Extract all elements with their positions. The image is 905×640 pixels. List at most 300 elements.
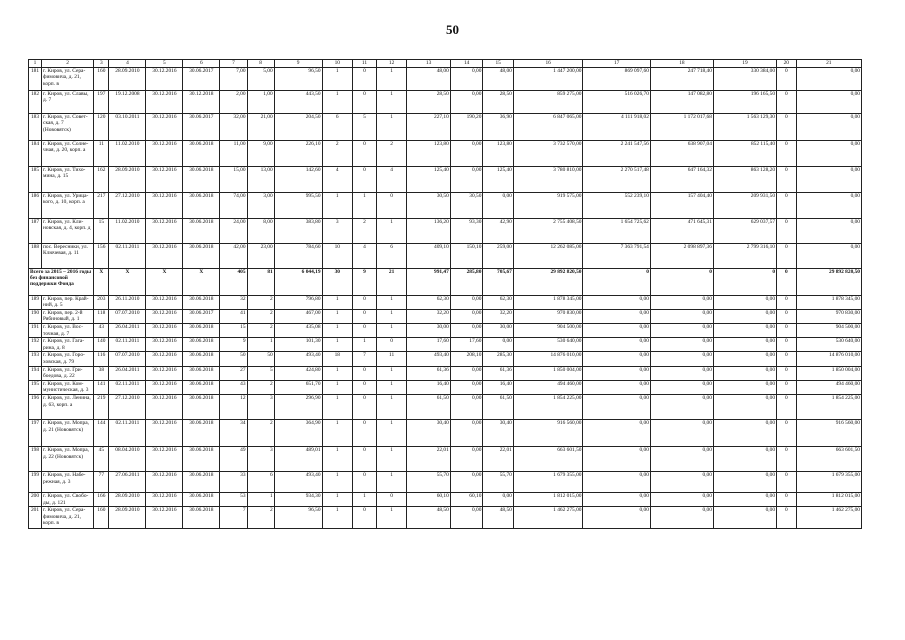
- table-cell: 30.06.2018: [183, 243, 220, 268]
- table-cell: 123,80: [483, 140, 513, 166]
- table-cell: 30.12.2016: [146, 218, 183, 243]
- table-cell: 02.11.2011: [109, 338, 146, 352]
- table-cell: 4 111 918,02: [583, 113, 650, 140]
- table-cell: 296,90: [274, 394, 322, 419]
- table-row: [29, 218, 862, 243]
- table-cell: 0,00: [450, 366, 483, 380]
- table-cell: 43: [220, 380, 247, 394]
- table-cell: 30.12.2016: [146, 166, 183, 192]
- table-cell: 0,00: [450, 166, 483, 192]
- table-cell: 0,00: [650, 338, 713, 352]
- table-cell: 26.11.2010: [109, 295, 146, 309]
- table-cell: г. Киров, ул. Совет-ская, д. 7 (Нововятск): [42, 113, 94, 140]
- table-cell: 61,50: [407, 394, 450, 419]
- table-cell: 405: [220, 268, 247, 295]
- table-cell: 651,70: [274, 380, 322, 394]
- table-cell: 424,80: [274, 366, 322, 380]
- table-cell: 156: [94, 243, 109, 268]
- table-cell: 0: [376, 492, 406, 506]
- table-cell: 2: [247, 309, 274, 323]
- table-cell: 1: [322, 394, 352, 419]
- table-cell: 17,60: [450, 338, 483, 352]
- table-cell: 916 560,00: [513, 419, 583, 446]
- table-cell: 30,40: [407, 419, 450, 446]
- table-cell: 5,00: [247, 67, 274, 90]
- table-cell: 1 878 345,00: [796, 295, 861, 309]
- table-cell: 32,20: [483, 309, 513, 323]
- table-cell: 8,00: [247, 218, 274, 243]
- table-cell: 3,00: [247, 192, 274, 218]
- table-cell: 1: [376, 90, 406, 113]
- table-cell: г. Киров, ул. Гри-боедова, д. 22: [42, 366, 94, 380]
- table-cell: 181: [29, 67, 42, 90]
- table-cell: 14 876 010,00: [513, 352, 583, 366]
- table-cell: 0,00: [450, 323, 483, 337]
- table-cell: 467,00: [274, 309, 322, 323]
- table-cell: 30.06.2018: [183, 366, 220, 380]
- table-cell: 0,00: [450, 380, 483, 394]
- table-cell: 629 037,57: [713, 218, 776, 243]
- table-cell: 1: [322, 419, 352, 446]
- table-cell: 0,00: [650, 419, 713, 446]
- table-cell: 191: [29, 323, 42, 337]
- table-cell: 0,00: [796, 90, 861, 113]
- table-cell: 217: [94, 192, 109, 218]
- table-row: [29, 323, 862, 337]
- table-cell: 1: [376, 113, 406, 140]
- table-cell: 0: [777, 338, 797, 352]
- table-cell: 0: [352, 323, 376, 337]
- table-cell: 1: [29, 60, 42, 68]
- table-cell: 1 563 129,30: [713, 113, 776, 140]
- table-cell: X: [146, 268, 183, 295]
- table-row: [29, 140, 862, 166]
- table-cell: 0,00: [483, 192, 513, 218]
- table-cell: 0,00: [583, 366, 650, 380]
- table-cell: 493,40: [274, 352, 322, 366]
- table-row: [29, 492, 862, 506]
- table-cell: 0,00: [650, 507, 713, 529]
- table-cell: X: [94, 268, 109, 295]
- table-cell: 30.12.2016: [146, 309, 183, 323]
- table-cell: 1: [322, 492, 352, 506]
- table-cell: 162: [94, 166, 109, 192]
- table-cell: 15: [483, 60, 513, 68]
- column-number-row: [29, 60, 862, 68]
- table-cell: г. Киров, ул. Сера-фимовича, д. 21, корп. в: [42, 67, 94, 90]
- table-cell: 30.06.2017: [183, 67, 220, 90]
- table-cell: 0: [777, 366, 797, 380]
- table-cell: 7: [220, 60, 247, 68]
- table-cell: 0,00: [796, 243, 861, 268]
- table-cell: 30.06.2018: [183, 446, 220, 471]
- table-cell: 17: [583, 60, 650, 68]
- table-cell: 07.07.2010: [109, 309, 146, 323]
- table-cell: 530 640,00: [513, 338, 583, 352]
- table-cell: 1: [322, 366, 352, 380]
- table-cell: 1 462 275,00: [796, 507, 861, 529]
- table-cell: 0,00: [450, 419, 483, 446]
- table-cell: 0,00: [450, 471, 483, 492]
- table-cell: 15: [94, 218, 109, 243]
- table-cell: 2: [247, 295, 274, 309]
- table-cell: 0: [352, 90, 376, 113]
- table-cell: 192: [29, 338, 42, 352]
- table-cell: 125,40: [483, 166, 513, 192]
- table-cell: 61,36: [407, 366, 450, 380]
- table-cell: 30.06.2018: [183, 140, 220, 166]
- table-cell: 16: [513, 60, 583, 68]
- table-cell: 1 679 355,00: [513, 471, 583, 492]
- table-cell: 1 850 004,00: [796, 366, 861, 380]
- table-cell: 21: [376, 268, 406, 295]
- table-cell: 1 854 225,00: [513, 394, 583, 419]
- table-cell: 0,00: [713, 446, 776, 471]
- table-cell: 1: [376, 323, 406, 337]
- table-cell: 28.09.2010: [109, 492, 146, 506]
- table-cell: 196 165,50: [713, 90, 776, 113]
- table-cell: 1: [376, 471, 406, 492]
- table-cell: 435,08: [274, 323, 322, 337]
- table-cell: 61,36: [483, 366, 513, 380]
- table-cell: 0: [777, 492, 797, 506]
- table-cell: 140: [94, 338, 109, 352]
- table-cell: 32,20: [407, 309, 450, 323]
- table-cell: 30.12.2016: [146, 140, 183, 166]
- table-cell: 0,00: [713, 295, 776, 309]
- table-cell: 1: [376, 295, 406, 309]
- table-cell: 33: [220, 471, 247, 492]
- table-cell: 208,10: [450, 352, 483, 366]
- table-cell: 443,50: [274, 90, 322, 113]
- table-cell: 30.06.2018: [183, 492, 220, 506]
- table-cell: 30.06.2018: [183, 380, 220, 394]
- table-cell: 219: [94, 394, 109, 419]
- table-cell: 2: [352, 218, 376, 243]
- table-cell: 38: [94, 366, 109, 380]
- table-cell: 30.06.2018: [183, 507, 220, 529]
- table-cell: 141: [94, 380, 109, 394]
- table-cell: г. Киров, ул. Мопра, д. 21 (Нововятск): [42, 419, 94, 446]
- table-cell: 919 575,00: [513, 192, 583, 218]
- table-cell: 2 755 408,50: [513, 218, 583, 243]
- table-cell: 934,30: [274, 492, 322, 506]
- table-cell: 0: [583, 268, 650, 295]
- table-cell: 0,00: [713, 394, 776, 419]
- table-cell: 0: [376, 192, 406, 218]
- table-cell: 28,50: [483, 90, 513, 113]
- table-cell: 30,50: [450, 192, 483, 218]
- table-cell: 0,00: [713, 419, 776, 446]
- table-cell: 62,30: [407, 295, 450, 309]
- table-cell: 8: [247, 60, 274, 68]
- table-cell: 7 363 791,54: [583, 243, 650, 268]
- table-cell: 147 082,80: [650, 90, 713, 113]
- table-row: [29, 90, 862, 113]
- table-cell: 96,50: [274, 507, 322, 529]
- table-cell: 157 404,40: [650, 192, 713, 218]
- table-cell: 3 780 810,00: [513, 166, 583, 192]
- table-cell: 123,80: [407, 140, 450, 166]
- table-cell: г. Киров, пер. 2-й Рябиновый, д. 1: [42, 309, 94, 323]
- table-cell: г. Киров, пер. Край-ний, д. 5: [42, 295, 94, 309]
- table-cell: 10: [322, 60, 352, 68]
- table-cell: 1: [322, 90, 352, 113]
- table-cell: 22,01: [407, 446, 450, 471]
- table-cell: 30.06.2018: [183, 218, 220, 243]
- table-cell: X: [109, 268, 146, 295]
- table-cell: 0,00: [713, 309, 776, 323]
- table-cell: 1,00: [247, 90, 274, 113]
- table-cell: 970 830,00: [513, 309, 583, 323]
- table-cell: 0: [650, 268, 713, 295]
- table-row: [29, 295, 862, 309]
- table-cell: 0,00: [713, 323, 776, 337]
- table-cell: 0: [713, 268, 776, 295]
- table-cell: 18: [650, 60, 713, 68]
- table-row: [29, 166, 862, 192]
- table-cell: 6: [376, 243, 406, 268]
- table-cell: 1 447 200,00: [513, 67, 583, 90]
- table-cell: 60,10: [407, 492, 450, 506]
- table-cell: 330 384,00: [713, 67, 776, 90]
- table-cell: 30.06.2017: [183, 309, 220, 323]
- table-cell: 0,00: [796, 67, 861, 90]
- table-cell: 1 654 725,62: [583, 218, 650, 243]
- table-cell: 0,00: [450, 90, 483, 113]
- table-row: [29, 352, 862, 366]
- table-row: [29, 338, 862, 352]
- table-cell: 4: [352, 243, 376, 268]
- table-cell: 1: [322, 67, 352, 90]
- table-cell: 0: [777, 192, 797, 218]
- table-cell: 247 718,40: [650, 67, 713, 90]
- table-cell: 30.12.2016: [146, 446, 183, 471]
- table-cell: 136,20: [407, 218, 450, 243]
- table-cell: 08.04.2010: [109, 446, 146, 471]
- table-cell: 0,00: [650, 446, 713, 471]
- table-cell: 118: [94, 309, 109, 323]
- table-cell: 5: [352, 113, 376, 140]
- table-cell: 27.06.2011: [109, 471, 146, 492]
- table-cell: 4: [376, 166, 406, 192]
- table-cell: 07.07.2010: [109, 352, 146, 366]
- table-cell: 30.12.2016: [146, 67, 183, 90]
- table-cell: 2: [247, 419, 274, 446]
- table-cell: 26.04.2011: [109, 366, 146, 380]
- table-cell: 0,00: [796, 166, 861, 192]
- table-cell: 0: [777, 471, 797, 492]
- table-cell: 0: [352, 471, 376, 492]
- table-cell: 530 640,00: [796, 338, 861, 352]
- table-cell: 1: [322, 309, 352, 323]
- table-cell: 0: [777, 67, 797, 90]
- table-cell: 0: [777, 218, 797, 243]
- table-cell: 285,30: [483, 352, 513, 366]
- table-cell: 30: [322, 268, 352, 295]
- table-cell: 30.12.2016: [146, 394, 183, 419]
- table-cell: 0,00: [713, 471, 776, 492]
- table-cell: 0: [777, 352, 797, 366]
- table-cell: 30.06.2018: [183, 394, 220, 419]
- table-cell: 198: [29, 446, 42, 471]
- table-cell: 0: [352, 295, 376, 309]
- table-cell: 190,20: [450, 113, 483, 140]
- table-cell: 0,00: [713, 366, 776, 380]
- table-cell: 30.12.2016: [146, 492, 183, 506]
- table-cell: 0: [376, 338, 406, 352]
- table-cell: 1: [247, 338, 274, 352]
- table-cell: 28.09.2010: [109, 507, 146, 529]
- table-cell: 45: [94, 446, 109, 471]
- table-cell: 188: [29, 243, 42, 268]
- table-cell: 03.10.2011: [109, 113, 146, 140]
- table-cell: 166: [94, 492, 109, 506]
- table-cell: 60,10: [450, 492, 483, 506]
- table-cell: 1: [322, 471, 352, 492]
- table-cell: 0,00: [650, 380, 713, 394]
- table-cell: 96,50: [274, 67, 322, 90]
- table-cell: 55,70: [483, 471, 513, 492]
- table-cell: 0,00: [650, 366, 713, 380]
- table-cell: 203: [94, 295, 109, 309]
- table-cell: 1 878 345,00: [513, 295, 583, 309]
- table-cell: 1: [376, 309, 406, 323]
- table-cell: 494 460,00: [796, 380, 861, 394]
- table-cell: 15,00: [220, 166, 247, 192]
- table-cell: 30,00: [483, 323, 513, 337]
- table-cell: 189: [29, 295, 42, 309]
- table-cell: 6: [183, 60, 220, 68]
- table-cell: 0,00: [796, 192, 861, 218]
- table-cell: г. Киров, ул. Кли-новская, д. 4, корп. д: [42, 218, 94, 243]
- table-cell: 0,00: [583, 309, 650, 323]
- table-cell: 0: [777, 394, 797, 419]
- table-row: [29, 67, 862, 90]
- table-cell: 182: [29, 90, 42, 113]
- table-cell: 30.06.2017: [183, 113, 220, 140]
- table-cell: 1 850 004,00: [513, 366, 583, 380]
- table-cell: 150,10: [450, 243, 483, 268]
- table-cell: 0,00: [450, 140, 483, 166]
- table-cell: 1: [376, 218, 406, 243]
- table-cell: 11: [352, 60, 376, 68]
- table-cell: 6: [322, 113, 352, 140]
- table-cell: 0,00: [450, 507, 483, 529]
- table-cell: 1: [376, 419, 406, 446]
- table-cell: 3 732 570,00: [513, 140, 583, 166]
- table-cell: 1 812 015,00: [796, 492, 861, 506]
- table-cell: 552 239,10: [583, 192, 650, 218]
- table-cell: 74,00: [220, 192, 247, 218]
- table-cell: 21,00: [247, 113, 274, 140]
- table-cell: 30.06.2018: [183, 323, 220, 337]
- table-cell: 991,47: [407, 268, 450, 295]
- table-cell: 2: [247, 380, 274, 394]
- table-cell: 0: [352, 166, 376, 192]
- table-cell: 2 270 517,48: [583, 166, 650, 192]
- table-cell: 2: [247, 323, 274, 337]
- table-cell: 193: [29, 352, 42, 366]
- table-cell: 11: [376, 352, 406, 366]
- table-row: [29, 113, 862, 140]
- table-row: [29, 380, 862, 394]
- table-cell: 30.12.2016: [146, 380, 183, 394]
- table-cell: 1: [352, 338, 376, 352]
- table-cell: 1: [376, 380, 406, 394]
- table-cell: 2: [42, 60, 94, 68]
- table-cell: 0,00: [796, 218, 861, 243]
- table-cell: 30.06.2018: [183, 352, 220, 366]
- table-cell: 199: [29, 471, 42, 492]
- table-cell: 1: [322, 295, 352, 309]
- table-cell: 0,00: [713, 492, 776, 506]
- table-cell: 61,50: [483, 394, 513, 419]
- table-cell: 30.06.2018: [183, 471, 220, 492]
- table-cell: 409,10: [407, 243, 450, 268]
- table-cell: 1: [376, 446, 406, 471]
- table-cell: 1: [352, 492, 376, 506]
- table-cell: 6: [247, 471, 274, 492]
- table-cell: 30,00: [407, 323, 450, 337]
- page-number: 50: [446, 22, 459, 37]
- table-cell: 638 907,04: [650, 140, 713, 166]
- table-cell: 0: [352, 419, 376, 446]
- table-cell: 647 164,32: [650, 166, 713, 192]
- table-cell: 183: [29, 113, 42, 140]
- table-cell: 02.11.2011: [109, 419, 146, 446]
- table-cell: 30.06.2018: [183, 419, 220, 446]
- table-cell: 0,00: [713, 352, 776, 366]
- table-cell: 863 128,20: [713, 166, 776, 192]
- table-cell: 2: [247, 507, 274, 529]
- table-cell: 55,70: [407, 471, 450, 492]
- table-cell: 995,50: [274, 192, 322, 218]
- table-cell: г. Киров, ул. Тихо-мина, д. 15: [42, 166, 94, 192]
- table-cell: 1: [376, 366, 406, 380]
- table-cell: 0: [777, 295, 797, 309]
- table-cell: 197: [29, 419, 42, 446]
- table-cell: 383,80: [274, 218, 322, 243]
- table-cell: 29 892 820,50: [513, 268, 583, 295]
- table-cell: 30.12.2016: [146, 192, 183, 218]
- table-cell: 30.12.2016: [146, 90, 183, 113]
- table-cell: 30.12.2016: [146, 352, 183, 366]
- table-cell: 0,00: [450, 394, 483, 419]
- table-cell: 0: [777, 90, 797, 113]
- table-cell: 34: [220, 419, 247, 446]
- table-cell: 4: [322, 166, 352, 192]
- table-cell: 30.12.2016: [146, 113, 183, 140]
- table-cell: 0,00: [583, 492, 650, 506]
- table-cell: г. Киров, ул. Урица-кого, д. 10, корп. а: [42, 192, 94, 218]
- table-cell: 489,01: [274, 446, 322, 471]
- table-cell: 7: [220, 507, 247, 529]
- table-cell: 18: [322, 352, 352, 366]
- table-cell: 10: [322, 243, 352, 268]
- table-cell: 30.06.2018: [183, 166, 220, 192]
- table-cell: 19: [713, 60, 776, 68]
- table-cell: 0: [777, 507, 797, 529]
- table-row: [29, 446, 862, 471]
- table-cell: 1 812 015,00: [513, 492, 583, 506]
- table-cell: 184: [29, 140, 42, 166]
- table-cell: 0,00: [650, 394, 713, 419]
- table-cell: г. Киров, ул. Свобо-ды, д. 121: [42, 492, 94, 506]
- table-cell: 471 645,31: [650, 218, 713, 243]
- table-cell: 12 262 085,00: [513, 243, 583, 268]
- table-cell: 14 876 010,00: [796, 352, 861, 366]
